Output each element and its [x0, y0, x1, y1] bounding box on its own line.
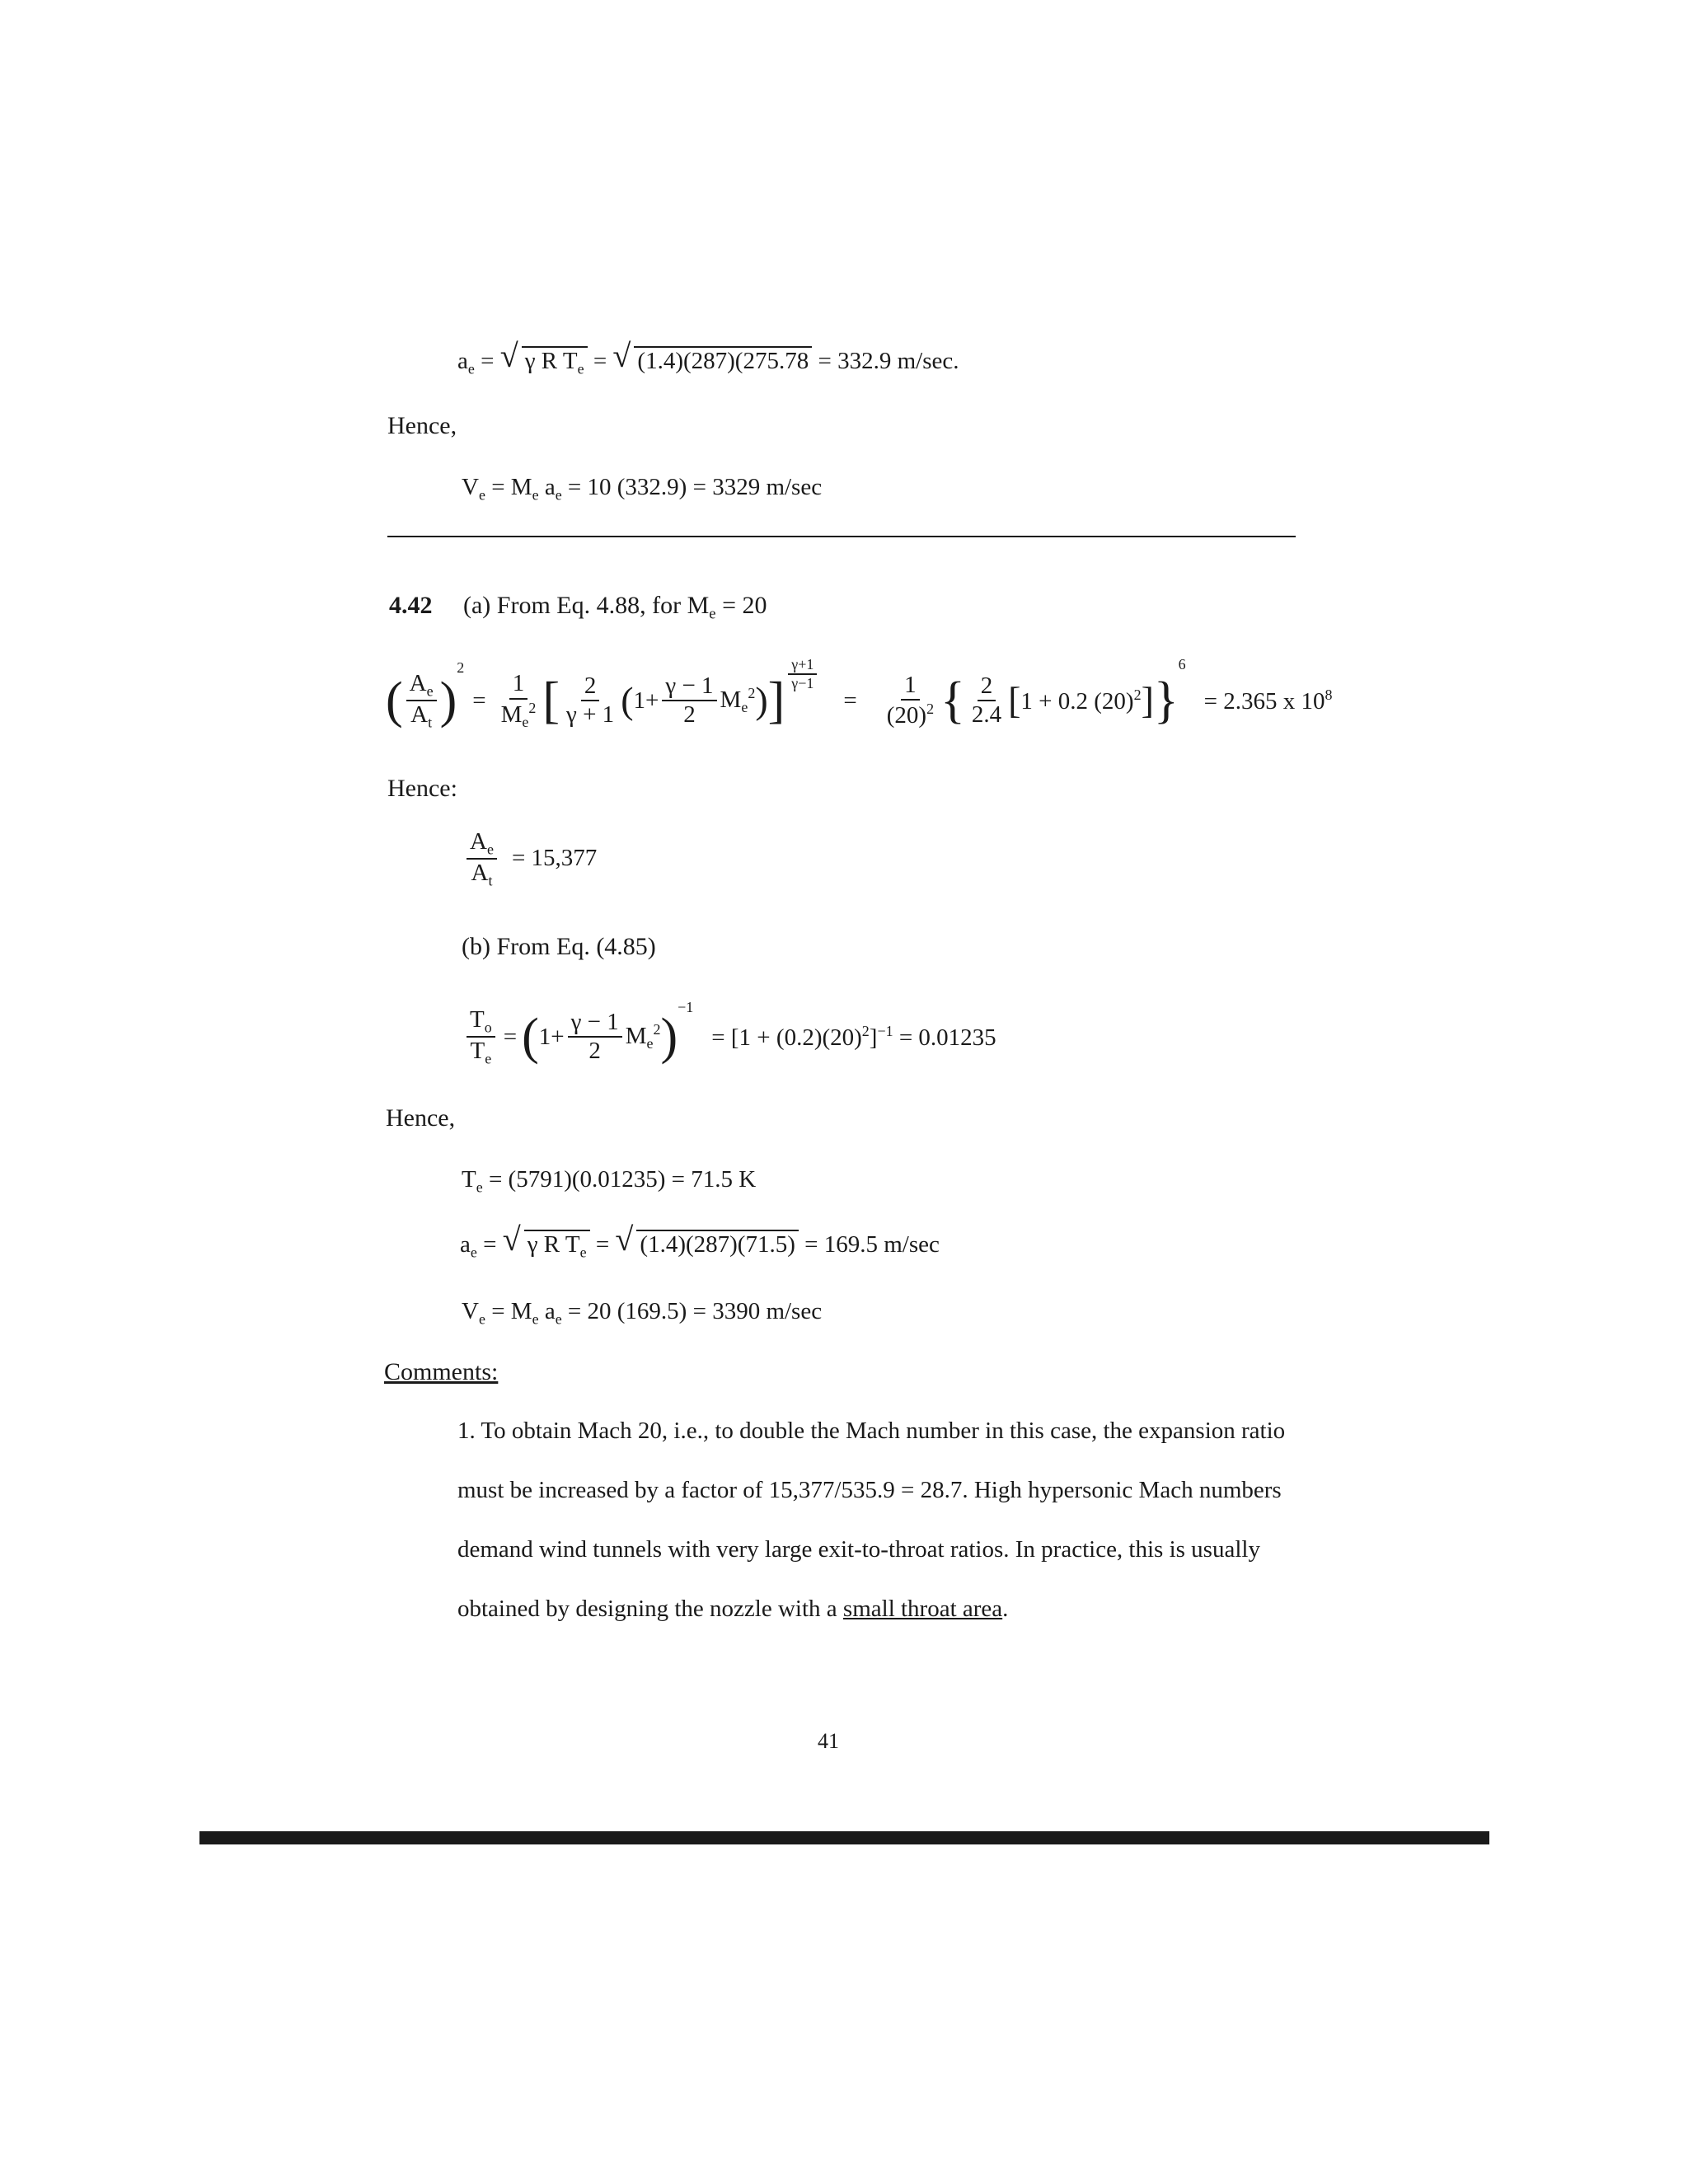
eq1-lhs: a: [457, 348, 468, 374]
hence-label-1: Hence,: [387, 412, 457, 439]
eq2-rest: = 10 (332.9) = 3329 m/sec: [561, 474, 823, 500]
area-ratio-squared-result: = 2.365 x $10^8$: [1203, 686, 1333, 715]
equation-exit-temperature: $T_e = (5791)(0.01235) = 71.5$ K: [462, 1166, 757, 1196]
eq2-m: = M: [485, 474, 532, 500]
section-divider: [387, 536, 1296, 537]
temperature-ratio-rhs: = $[1 + (0.2)(20)^2]^{-1} = 0.01235$: [711, 1022, 996, 1051]
eq1-result: = 332.9 m/sec.: [818, 348, 959, 374]
equation-speed-of-sound-1: [457, 337, 959, 377]
sqrt-gamma-r-t: √ γ R $T_e$: [500, 346, 588, 377]
hence-label-3: Hence,: [386, 1104, 456, 1132]
equation-exit-velocity-2: $V_e = M_e$ $a_e = 20$ (169.5) = 3390 m/sec: [462, 1298, 823, 1328]
eq1-sqrt2-content: (1.4)(287)(275.78: [634, 346, 812, 375]
eq1-sqrt-content: γ R T: [524, 348, 578, 374]
sqrt-numeric: √ (1.4)(287)(275.78: [612, 346, 812, 375]
hence-label-2: Hence:: [387, 775, 457, 802]
equation-speed-of-sound-2: $a_e$ = √ γ R $T_e$ = √ (1.4)(287)(71.5) = 169.5 m/sec: [460, 1221, 940, 1261]
problem-part-a: (a) From Eq. 4.88, for M: [463, 592, 710, 619]
equation-area-ratio-squared: ( $\frac{A_e}{A_t}$ ) $^2$ = $\frac{1}{M_e^2}$ [ $\frac{2}{\gamma + 1}$ ( 1+ $\frac{\gamma - 1}{2}$ $M_e^2$ ) ] $\frac{\gamma+1}{\gamma-1}$ = $\frac{1}{(20)^2}$ { $\frac{2}{2.4}$ [ 1 + 0.2 $(20)^2$ ] } 6 = 2.365 x $10^8$: [386, 656, 1333, 731]
eq2-a: a: [538, 474, 556, 500]
equation-temperature-ratio: $\frac{T_o}{T_e}$ = ( 1+ $\frac{\gamma - 1}{2}$ $M_e^2$ ) $^{-1}$ = $[1 + (0.2)(20)^2]^{-1} = 0.01235$: [463, 996, 996, 1078]
problem-number: 4.42: [389, 592, 433, 619]
equation-exit-velocity-1: [462, 474, 822, 504]
comments-heading: Comments:: [384, 1358, 499, 1385]
small-throat-area-underline: small throat area: [842, 1596, 1003, 1622]
problem-part-a-end: = 20: [715, 592, 767, 619]
eq1-lhs-sub: e: [467, 360, 475, 377]
eq1-sqrt-sub: e: [577, 360, 584, 377]
problem-part-a-sub: e: [709, 605, 716, 623]
equation-area-ratio: $\frac{A_e}{A_t}$ = 15,377: [463, 828, 597, 889]
problem-header: [389, 592, 767, 624]
eq2-m-sub: e: [532, 486, 539, 504]
comment-paragraph-1: 1. To obtain Mach 20, i.e., to double the Mach number in this case, the expansion ratio must be increased by a factor of 15,377/535.9 = 28.7. High hypersonic Mach numbers demand wind tunnels with very large exit-to-throat ratios. In practice, this is usually obtained by designing the nozzle with a small throat area.: [457, 1418, 1286, 1622]
eq1-equals: =: [481, 348, 495, 374]
eq2-v: V: [462, 474, 479, 500]
page-number: 41: [818, 1729, 839, 1753]
part-b-label: (b) From Eq. (4.85): [462, 933, 656, 960]
area-ratio-result: = 15,377: [511, 845, 598, 872]
eq2-a-sub: e: [555, 486, 562, 504]
exponent-fraction: $\frac{\gamma+1}{\gamma-1}$: [788, 656, 817, 691]
footer-bar: [199, 1831, 1489, 1844]
eq1-equals-2: =: [593, 348, 607, 374]
eq2-v-sub: e: [478, 486, 485, 504]
